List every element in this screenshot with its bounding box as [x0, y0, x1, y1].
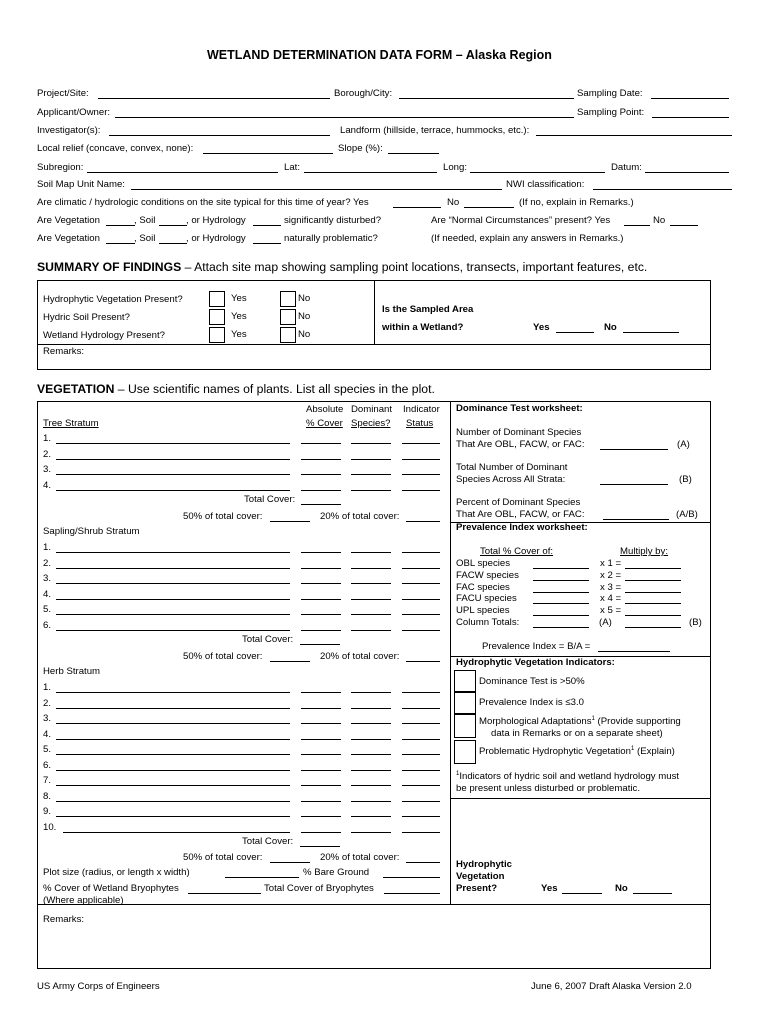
herb-species-name-field[interactable] [63, 832, 290, 833]
problematic-checkbox[interactable] [454, 740, 476, 764]
herb-species-name-field[interactable] [56, 785, 290, 786]
nwi-field[interactable] [593, 189, 732, 190]
lat-field[interactable] [304, 172, 437, 173]
wetland-bryo-label: % Cover of Wetland Bryophytes [43, 883, 179, 894]
hydrology-problematic-label: , or Hydrology [186, 233, 246, 244]
herb-row-number: 1. [43, 682, 52, 693]
sapling-absolute-cover-field[interactable] [301, 630, 341, 631]
sapling-fifty-label: 50% of total cover: [183, 651, 263, 662]
hydrology-yes-checkbox[interactable] [209, 327, 225, 343]
subregion-label: Subregion: [37, 162, 84, 173]
herb-species-name-field[interactable] [56, 816, 290, 817]
tree-stratum-label: Tree Stratum [43, 418, 99, 429]
sapling-dominant-field[interactable] [351, 614, 391, 615]
prevalence-cover-field[interactable] [533, 592, 589, 593]
landform-field[interactable] [536, 135, 732, 136]
prevalence-cover-field[interactable] [533, 580, 589, 581]
sapling-indicator-status-field[interactable] [402, 630, 440, 631]
tree-row-number: 4. [43, 480, 52, 492]
herb-dominant-field[interactable] [351, 801, 391, 802]
sapling-indicator-status-field[interactable] [402, 552, 440, 553]
sampled-area-label: Is the Sampled Area [382, 304, 474, 315]
tree-absolute-cover-field[interactable] [301, 474, 341, 475]
if-needed-note: (If needed, explain any answers in Remarks.) [431, 233, 624, 244]
borough-city-label: Borough/City: [334, 88, 393, 99]
column-totals-a-field[interactable] [533, 627, 589, 628]
hv-yes-label: Yes [231, 293, 247, 304]
sapling-absolute-cover-field[interactable] [301, 614, 341, 615]
herb-row-number: 9. [43, 806, 52, 817]
herb-absolute-cover-field[interactable] [301, 754, 341, 755]
hv-present-yes-label: Yes [541, 883, 558, 894]
sig-disturbed-label: significantly disturbed? [284, 215, 382, 226]
num-dom-label-2: That Are OBL, FACW, or FAC: [456, 439, 585, 450]
herb-species-name-field[interactable] [56, 754, 290, 755]
herb-indicator-status-field[interactable] [402, 770, 440, 771]
col-cover: % Cover [306, 418, 343, 429]
prevalence-index-indicator-label: Prevalence Index is ≤3.0 [479, 697, 584, 708]
sapling-dominant-field[interactable] [351, 630, 391, 631]
sampling-date-label: Sampling Date: [577, 88, 643, 99]
herb-row-number: 10. [43, 821, 57, 833]
hv-present-l3: Present? [456, 883, 498, 894]
applicant-owner-label: Applicant/Owner: [37, 107, 111, 118]
herb-absolute-cover-field[interactable] [301, 692, 341, 693]
normal-circ-yes-field[interactable] [624, 225, 650, 226]
sapling-row-number: 4. [43, 588, 52, 600]
sapling-indicator-status-field[interactable] [402, 614, 440, 615]
long-field[interactable] [470, 172, 605, 173]
prevalence-row-label: OBL species [456, 558, 511, 569]
prevalence-product-field[interactable] [625, 592, 681, 593]
soil-problematic-label: , Soil [134, 233, 156, 244]
col-dominant: Dominant [351, 404, 393, 415]
prevalence-multiplier: x 5 = [600, 605, 622, 617]
project-site-field[interactable] [98, 98, 330, 99]
plot-size-label: Plot size (radius, or length x width) [43, 867, 190, 878]
tree-total-cover-field[interactable] [301, 504, 341, 505]
tree-dominant-field[interactable] [351, 474, 391, 475]
bare-ground-label: % Bare Ground [303, 867, 370, 878]
herb-indicator-status-field[interactable] [402, 739, 440, 740]
prevalence-cover-field[interactable] [533, 615, 589, 616]
applicant-owner-field[interactable] [115, 117, 574, 118]
sapling-row-number: 2. [43, 557, 52, 569]
prevalence-row-label: FACU species [456, 593, 517, 605]
herb-absolute-cover-field[interactable] [301, 723, 341, 724]
veg-disturbed-field[interactable] [106, 225, 135, 226]
hv-present-label: Hydrophytic Vegetation Present? [43, 294, 183, 305]
slope-field[interactable] [388, 153, 439, 154]
climatic-yes-field[interactable] [393, 207, 441, 208]
morphological-label: Morphological Adaptations$^1$ (Provide supporting [479, 716, 681, 728]
slope-label: Slope (%): [338, 143, 383, 154]
tree-indicator-status-field[interactable] [402, 459, 440, 460]
veg-problematic-field[interactable] [106, 243, 135, 244]
climatic-question: Are climatic / hydrologic conditions on the site typical for this time of year? Yes [37, 197, 369, 208]
veg-problematic-label: Are Vegetation [37, 233, 100, 244]
prevalence-product-field[interactable] [625, 615, 681, 616]
herb-fifty-label: 50% of total cover: [183, 852, 263, 863]
tree-row-number: 2. [43, 448, 52, 460]
herb-dominant-field[interactable] [351, 692, 391, 693]
project-site-label: Project/Site: [37, 88, 89, 99]
datum-label: Datum: [611, 162, 642, 173]
hydrology-no-label: No [298, 329, 311, 340]
hydric-no-label: No [298, 311, 311, 322]
tree-row-number: 1. [43, 433, 52, 444]
local-relief-field[interactable] [203, 153, 333, 154]
normal-circ-no-field[interactable] [670, 225, 698, 226]
total-dom-label-2: Species Across All Strata: [456, 474, 566, 485]
naturally-problematic-label: naturally problematic? [284, 233, 378, 244]
pct-dom-label-1: Percent of Dominant Species [456, 497, 581, 508]
soil-map-label: Soil Map Unit Name: [37, 179, 125, 190]
herb-absolute-cover-field[interactable] [301, 739, 341, 740]
sapling-absolute-cover-field[interactable] [301, 583, 341, 584]
local-relief-label: Local relief (concave, convex, none): [37, 143, 194, 154]
tree-indicator-status-field[interactable] [402, 490, 440, 491]
herb-dominant-field[interactable] [351, 708, 391, 709]
herb-species-name-field[interactable] [56, 692, 290, 693]
sampling-point-label: Sampling Point: [577, 107, 645, 118]
morphological-label-2: data in Remarks or on a separate sheet) [491, 728, 663, 739]
hydric-yes-label: Yes [231, 311, 247, 322]
col-absolute: Absolute [306, 404, 344, 415]
climatic-no-field[interactable] [464, 207, 514, 208]
tree-total-cover-label: Total Cover: [244, 494, 296, 505]
total-dom-label-1: Total Number of Dominant [456, 462, 568, 473]
herb-dominant-field[interactable] [351, 832, 391, 833]
vegetation-remarks-divider [37, 904, 711, 905]
tree-dominant-field[interactable] [351, 459, 391, 460]
hydrology-disturbed-label: , or Hydrology [186, 215, 246, 226]
summary-divider [374, 280, 375, 344]
vegetation-remarks-label: Remarks: [43, 914, 85, 925]
herb-twenty-label: 20% of total cover: [320, 852, 400, 863]
bare-ground-field[interactable] [383, 877, 440, 878]
sapling-indicator-status-field[interactable] [402, 599, 440, 600]
prevalence-cover-field[interactable] [533, 568, 589, 569]
hv-present-no-label: No [615, 883, 628, 894]
tree-species-name-field[interactable] [56, 490, 290, 491]
hv-present-l2: Vegetation [456, 871, 505, 882]
footer-left: US Army Corps of Engineers [37, 981, 160, 992]
herb-dominant-field[interactable] [351, 723, 391, 724]
soil-map-field[interactable] [131, 189, 502, 190]
prev-multiply-by: Multiply by: [620, 546, 668, 557]
prevalence-title: Prevalence Index worksheet: [456, 522, 588, 533]
soil-disturbed-label: , Soil [134, 215, 156, 226]
herb-indicator-status-field[interactable] [402, 692, 440, 693]
tree-absolute-cover-field[interactable] [301, 459, 341, 460]
indicators-title: Hydrophytic Vegetation Indicators: [456, 657, 615, 668]
total-bryo-label: Total Cover of Bryophytes [264, 883, 374, 894]
sapling-absolute-cover-field[interactable] [301, 568, 341, 569]
datum-field[interactable] [645, 172, 729, 173]
herb-absolute-cover-field[interactable] [301, 770, 341, 771]
herb-indicator-status-field[interactable] [402, 785, 440, 786]
prevalence-index-checkbox[interactable] [454, 692, 476, 714]
sapling-row-number: 3. [43, 573, 52, 585]
investigators-label: Investigator(s): [37, 125, 101, 136]
prevalence-multiplier: x 4 = [600, 593, 622, 605]
herb-absolute-cover-field[interactable] [301, 785, 341, 786]
prevalence-multiplier: x 2 = [600, 569, 622, 581]
long-label: Long: [443, 162, 468, 173]
herb-row-number: 4. [43, 728, 52, 740]
hydric-yes-checkbox[interactable] [209, 309, 225, 325]
summary-heading: SUMMARY OF FINDINGS – Attach site map showing sampling point locations, transects, important features, etc. [37, 260, 648, 274]
herb-total-cover-label: Total Cover: [242, 836, 294, 847]
herb-species-name-field[interactable] [56, 739, 290, 740]
sapling-dominant-field[interactable] [351, 568, 391, 569]
prev-total-cover-of: Total % Cover of: [480, 546, 554, 557]
total-dom-field[interactable] [600, 484, 668, 485]
sapling-fifty-field[interactable] [270, 661, 310, 662]
prevalence-product-field[interactable] [625, 568, 681, 569]
tree-absolute-cover-field[interactable] [301, 443, 341, 444]
sapling-twenty-label: 20% of total cover: [320, 651, 400, 662]
herb-species-name-field[interactable] [56, 708, 290, 709]
prevalence-multiplier: x 3 = [600, 581, 622, 593]
herb-absolute-cover-field[interactable] [301, 801, 341, 802]
prevalence-row-label: FAC species [456, 581, 510, 593]
wetland-yes-field[interactable] [556, 332, 594, 333]
where-applicable-label: (Where applicable) [43, 895, 124, 906]
herb-row-number: 8. [43, 790, 52, 802]
sapling-species-name-field[interactable] [56, 583, 290, 584]
herb-absolute-cover-field[interactable] [301, 708, 341, 709]
sapling-total-cover-label: Total Cover: [242, 634, 294, 645]
subregion-field[interactable] [87, 172, 278, 173]
sapling-species-name-field[interactable] [56, 630, 290, 631]
pct-dom-ab: (A/B) [676, 509, 698, 520]
problematic-label: Problematic Hydrophytic Vegetation$^1$ (Explain) [479, 746, 675, 758]
prevalence-cover-field[interactable] [533, 603, 589, 604]
sapling-absolute-cover-field[interactable] [301, 552, 341, 553]
footnote-divider [450, 798, 711, 799]
col-species: Species? [351, 418, 391, 429]
herb-dominant-field[interactable] [351, 785, 391, 786]
tree-fifty-field[interactable] [270, 521, 310, 522]
hydric-soil-label: Hydric Soil Present? [43, 312, 130, 323]
total-dom-b: (B) [679, 474, 692, 485]
sampling-point-field[interactable] [652, 117, 729, 118]
tree-species-name-field[interactable] [56, 443, 290, 444]
nwi-label: NWI classification: [506, 179, 585, 190]
sapling-dominant-field[interactable] [351, 599, 391, 600]
footer-right: June 6, 2007 Draft Alaska Version 2.0 [531, 981, 692, 992]
column-totals-b: (B) [689, 617, 702, 628]
sapling-species-name-field[interactable] [56, 552, 290, 553]
herb-dominant-field[interactable] [351, 770, 391, 771]
hydric-no-checkbox[interactable] [280, 309, 296, 325]
herb-dominant-field[interactable] [351, 754, 391, 755]
num-dom-a: (A) [677, 439, 690, 450]
prevalence-multiplier: x 1 = [600, 558, 622, 569]
herb-absolute-cover-field[interactable] [301, 816, 341, 817]
hydrology-yes-label: Yes [231, 329, 247, 340]
pct-dom-field[interactable] [603, 519, 669, 520]
sapling-indicator-status-field[interactable] [402, 583, 440, 584]
herb-dominant-field[interactable] [351, 816, 391, 817]
page-title: WETLAND DETERMINATION DATA FORM – Alaska Region [207, 48, 552, 62]
prevalence-index-field[interactable] [598, 651, 670, 652]
sapling-twenty-field[interactable] [406, 661, 440, 662]
hv-no-label: No [298, 293, 311, 304]
veg-disturbed-label: Are Vegetation [37, 215, 100, 226]
col-status: Status [406, 418, 434, 429]
lat-label: Lat: [284, 162, 301, 173]
morphological-checkbox[interactable] [454, 714, 476, 738]
sapling-absolute-cover-field[interactable] [301, 599, 341, 600]
dominance-test-checkbox[interactable] [454, 670, 476, 692]
herb-species-name-field[interactable] [56, 770, 290, 771]
wetland-hydrology-label: Wetland Hydrology Present? [43, 330, 165, 341]
tree-dominant-field[interactable] [351, 490, 391, 491]
dominance-test-label: Dominance Test is >50% [479, 676, 585, 687]
hydrology-no-checkbox[interactable] [280, 327, 296, 343]
borough-city-field[interactable] [399, 98, 574, 99]
vegetation-heading: VEGETATION – Use scientific names of plants. List all species in the plot. [37, 382, 435, 396]
sapling-dominant-field[interactable] [351, 552, 391, 553]
prevalence-row-label: UPL species [456, 605, 510, 617]
total-bryo-field[interactable] [384, 893, 440, 894]
herb-fifty-field[interactable] [270, 862, 310, 863]
tree-twenty-field[interactable] [406, 521, 440, 522]
normal-circ-no-label: No [653, 215, 666, 226]
hydrology-disturbed-field[interactable] [253, 225, 281, 226]
climatic-no-label: No [447, 197, 460, 208]
herb-indicator-status-field[interactable] [402, 801, 440, 802]
column-totals-label: Column Totals: [456, 617, 520, 628]
hv-yes-checkbox[interactable] [209, 291, 225, 307]
pct-dom-label-2: That Are OBL, FACW, or FAC: [456, 509, 585, 520]
vegetation-divider [450, 401, 451, 904]
tree-row-number: 3. [43, 464, 52, 476]
wetland-no-label: No [604, 322, 617, 333]
footnote-1: $^1$Indicators of hydric soil and wetland hydrology must [456, 771, 680, 783]
wetland-yes-label: Yes [533, 322, 550, 333]
footnote-2: be present unless disturbed or problematic. [456, 783, 640, 794]
herb-dominant-field[interactable] [351, 739, 391, 740]
num-dom-label-1: Number of Dominant Species [456, 427, 582, 438]
tree-species-name-field[interactable] [56, 459, 290, 460]
prevalence-product-field[interactable] [625, 603, 681, 604]
soil-problematic-field[interactable] [159, 243, 187, 244]
herb-row-number: 5. [43, 744, 52, 755]
herb-stratum-label: Herb Stratum [43, 666, 101, 677]
herb-indicator-status-field[interactable] [402, 832, 440, 833]
herb-twenty-field[interactable] [406, 862, 440, 863]
herb-species-name-field[interactable] [56, 723, 290, 724]
tree-absolute-cover-field[interactable] [301, 490, 341, 491]
plot-size-field[interactable] [225, 877, 299, 878]
herb-absolute-cover-field[interactable] [301, 832, 341, 833]
sapling-indicator-status-field[interactable] [402, 568, 440, 569]
hv-present-yes-field[interactable] [562, 893, 602, 894]
sapling-row-number: 1. [43, 542, 52, 553]
herb-total-cover-field[interactable] [300, 846, 340, 847]
column-totals-b-field[interactable] [625, 627, 681, 628]
herb-indicator-status-field[interactable] [402, 816, 440, 817]
if-no-note: (If no, explain in Remarks.) [519, 197, 634, 208]
herb-indicator-status-field[interactable] [402, 754, 440, 755]
prevalence-row-label: FACW species [456, 569, 519, 581]
summary-remarks-label: Remarks: [43, 346, 85, 357]
herb-species-name-field[interactable] [56, 801, 290, 802]
wetland-no-field[interactable] [623, 332, 679, 333]
dominance-title: Dominance Test worksheet: [456, 403, 583, 414]
hv-present-no-field[interactable] [633, 893, 672, 894]
herb-row-number: 2. [43, 697, 52, 709]
investigators-field[interactable] [109, 135, 330, 136]
wetland-bryo-field[interactable] [188, 893, 261, 894]
hydrology-problematic-field[interactable] [253, 243, 281, 244]
num-dom-field[interactable] [600, 449, 668, 450]
sapling-total-cover-field[interactable] [300, 644, 340, 645]
tree-species-name-field[interactable] [56, 474, 290, 475]
sapling-species-name-field[interactable] [56, 599, 290, 600]
within-wetland-label: within a Wetland? [382, 322, 464, 333]
summary-remarks-divider [37, 344, 711, 345]
normal-circ-label: Are “Normal Circumstances” present? Yes [431, 215, 611, 226]
sapling-species-name-field[interactable] [56, 568, 290, 569]
sapling-stratum-label: Sapling/Shrub Stratum [43, 526, 140, 537]
sapling-row-number: 6. [43, 620, 52, 631]
tree-dominant-field[interactable] [351, 443, 391, 444]
column-totals-a: (A) [599, 617, 612, 628]
prevalence-index-label: Prevalence Index = B/A = [482, 641, 591, 652]
tree-twenty-label: 20% of total cover: [320, 511, 400, 522]
hv-present-l1: Hydrophytic [456, 859, 512, 870]
herb-row-number: 3. [43, 713, 52, 724]
sapling-species-name-field[interactable] [56, 614, 290, 615]
tree-indicator-status-field[interactable] [402, 443, 440, 444]
soil-disturbed-field[interactable] [159, 225, 187, 226]
tree-fifty-label: 50% of total cover: [183, 511, 263, 522]
hv-no-checkbox[interactable] [280, 291, 296, 307]
prevalence-product-field[interactable] [625, 580, 681, 581]
sampling-date-field[interactable] [651, 98, 729, 99]
herb-row-number: 6. [43, 759, 52, 771]
tree-indicator-status-field[interactable] [402, 474, 440, 475]
sapling-row-number: 5. [43, 604, 52, 616]
herb-row-number: 7. [43, 775, 52, 786]
landform-label: Landform (hillside, terrace, hummocks, etc.): [340, 125, 530, 136]
sapling-dominant-field[interactable] [351, 583, 391, 584]
col-indicator: Indicator [403, 404, 440, 415]
herb-indicator-status-field[interactable] [402, 723, 440, 724]
herb-indicator-status-field[interactable] [402, 708, 440, 709]
